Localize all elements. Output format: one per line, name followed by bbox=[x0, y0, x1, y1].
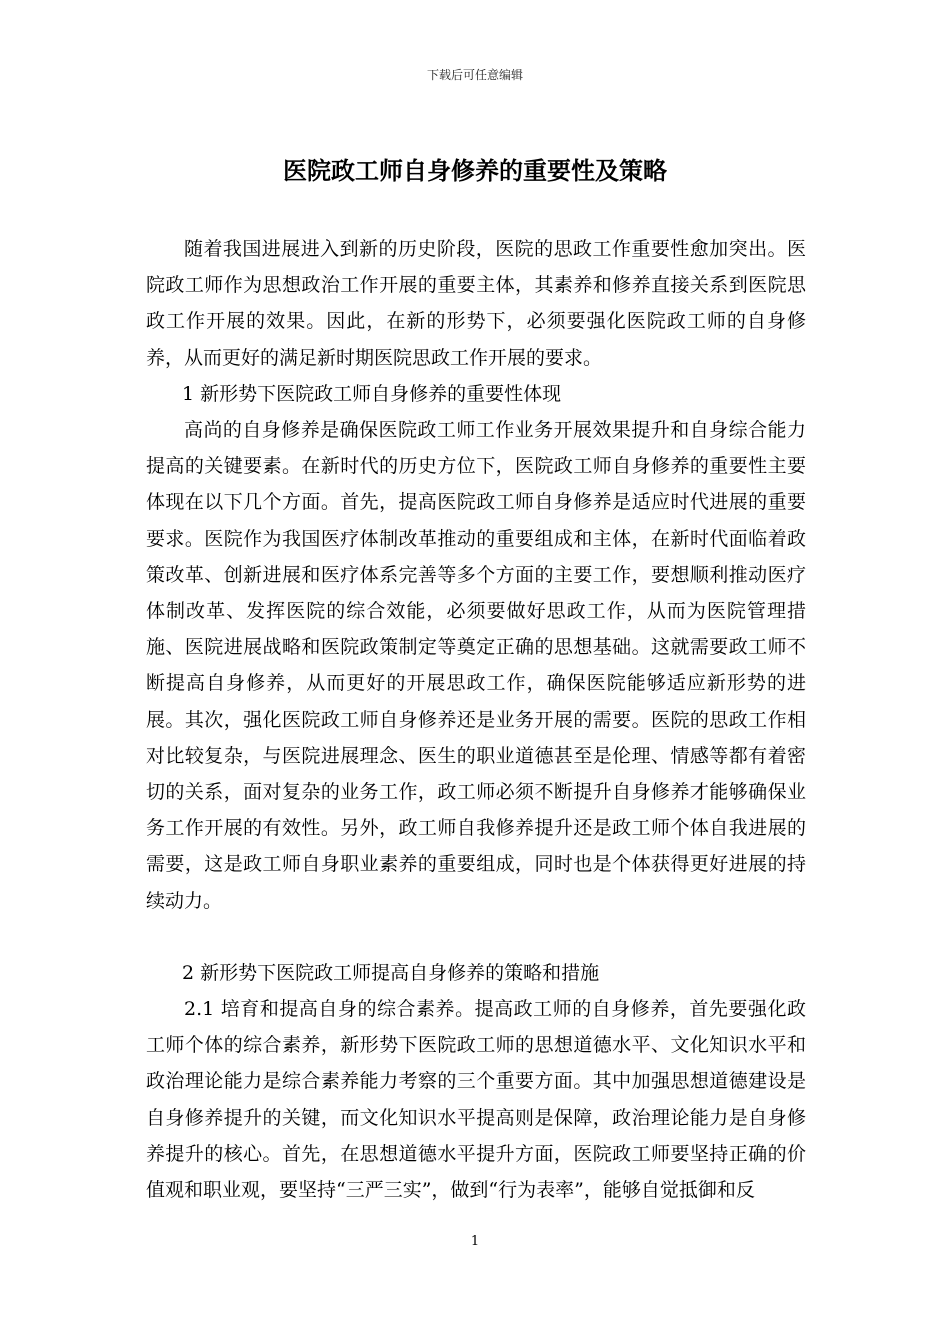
header-note: 下载后可任意编辑 bbox=[426, 68, 523, 82]
section-heading-1: 1 新形势下医院政工师自身修养的重要性体现 bbox=[182, 382, 562, 405]
page-number: 1 bbox=[470, 1234, 480, 1249]
document-body bbox=[146, 231, 806, 1208]
paragraph-intro: 随着我国进展进入到新的历史阶段，医院的思政工作重要性愈加突出。医院政工师作为思想政治工作开展的重要主体，其素养和修养直接关系到医院思政工作开展的效果。因此，在新的形势下，必须要强化医院政工师的自身修养，从而更好的满足新时期医院思政工作开展的要求。 bbox=[146, 238, 806, 369]
paragraph-strategy: 2.1 培育和提高自身的综合素养。提高政工师的自身修养，首先要强化政工师个体的综合素养，新形势下医院政工师的思想道德水平、文化知识水平和政治理论能力是综合素养能力考察的三个重要方面。其中加强思想道德建设是自身修养提升的关键，而文化知识水平提高则是保障，政治理论能力是自身修养提升的核心。首先，在思想道德水平提升方面，医院政工师要坚持正确的价值观和职业观，要坚持“三严三实”，做到“行为表率”，能够自觉抵御和反 bbox=[146, 998, 806, 1202]
document-title: 医院政工师自身修养的重要性及策略 bbox=[283, 157, 667, 185]
paragraph-importance: 高尚的自身修养是确保医院政工师工作业务开展效果提升和自身综合能力提高的关键要素。在新时代的历史方位下，医院政工师自身修养的重要性主要体现在以下几个方面。首先，提高医院政工师自身修养是适应时代进展的重要要求。医院作为我国医疗体制改革推动的重要组成和主体，在新时代面临着政策改革、创新进展和医疗体系完善等多个方面的主要工作，要想顺利推动医疗体制改革、发挥医院的综合效能，必须要做好思政工作，从而为医院管理措施、医院进展战略和医院政策制定等奠定正确的思想基础。这就需要政工师不断提高自身修养，从而更好的开展思政工作，确保医院能够适应新形势的进展。其次，强化医院政工师自身修养还是业务开展的需要。医院的思政工作相对比较复杂，与医院进展理念、医生的职业道德甚至是伦理、情感等都有着密切的关系，面对复杂的业务工作，政工师必须不断提升自身修养才能够确保业务工作开展的有效性。另外，政工师自我修养提升还是政工师个体自我进展的需要，这是政工师自身职业素养的重要组成，同时也是个体获得更好进展的持续动力。 bbox=[146, 419, 806, 912]
section-heading-2: 2 新形势下医院政工师提高自身修养的策略和措施 bbox=[182, 961, 600, 984]
